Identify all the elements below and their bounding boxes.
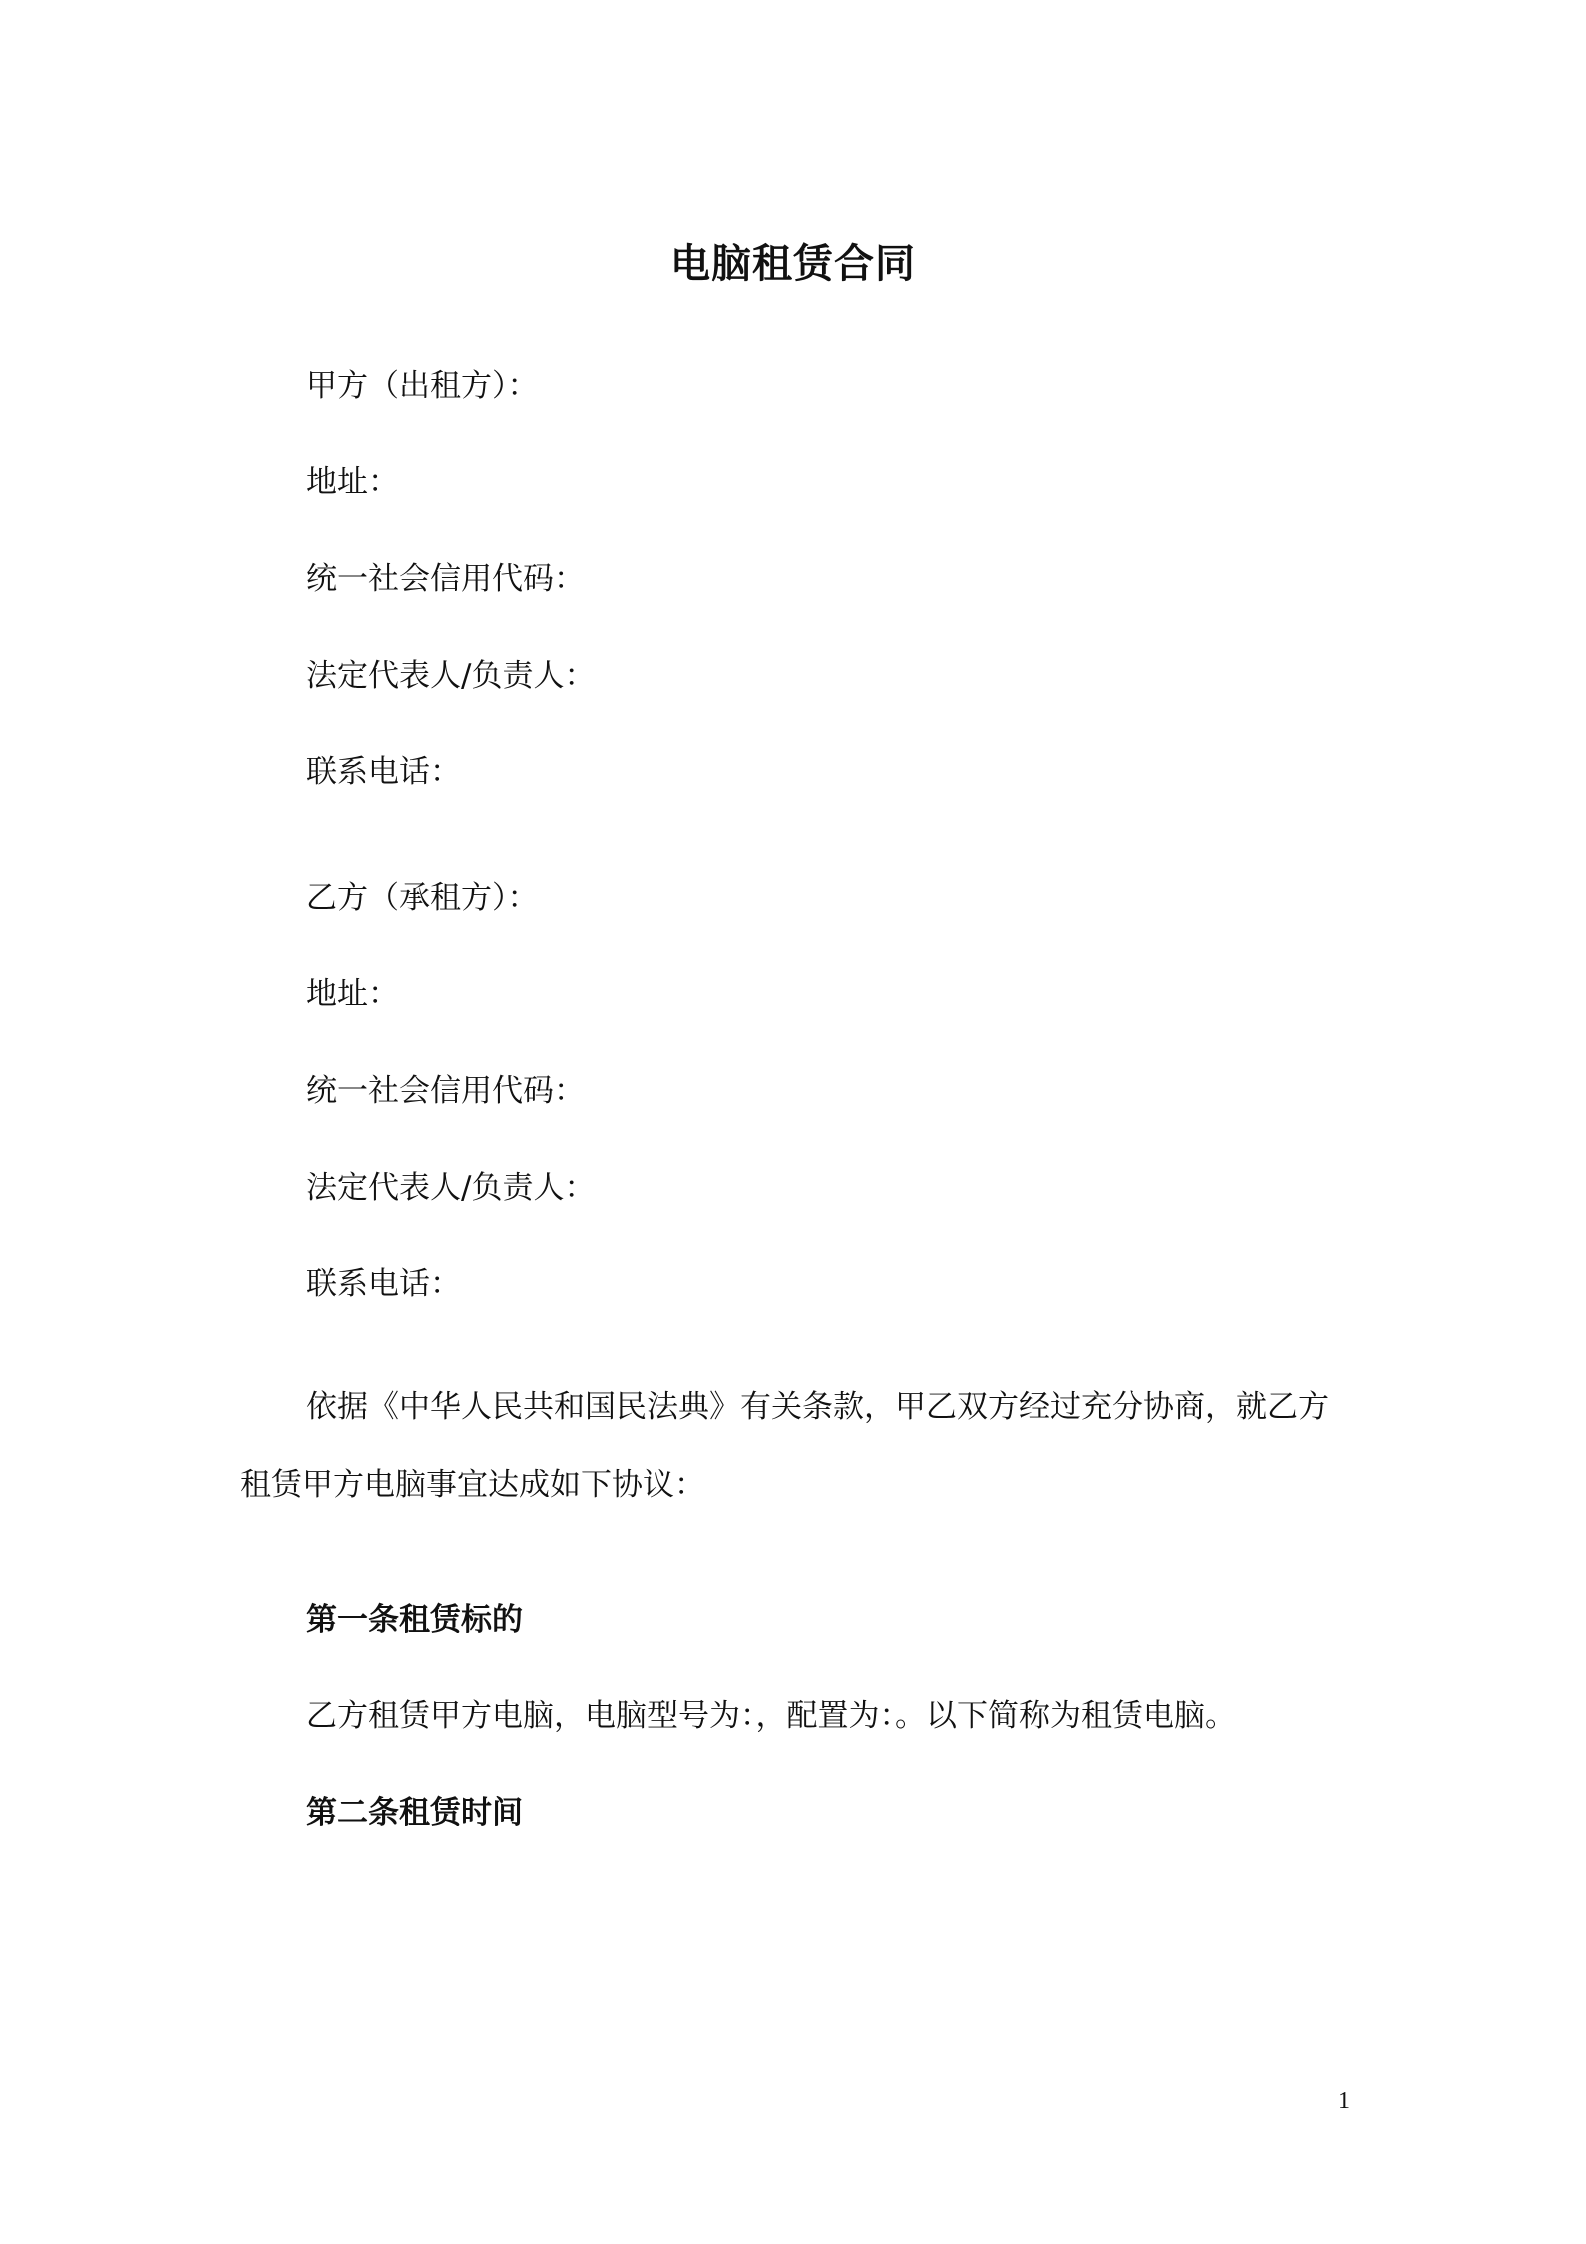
article-1-body: 乙方租赁甲方电脑，电脑型号为：，配置为：。以下简称为租赁电脑。: [306, 1698, 1236, 1734]
party-a-credit-code: 统一社会信用代码：: [306, 561, 585, 597]
party-a-heading: 甲方（出租方）：: [306, 368, 539, 404]
party-b-heading: 乙方（承租方）：: [306, 880, 539, 916]
document-title: 电脑租赁合同: [670, 241, 916, 287]
party-a-phone: 联系电话：: [306, 754, 461, 790]
article-1-heading: 第一条租赁标的: [306, 1602, 523, 1638]
page-number: 1: [1338, 2088, 1350, 2114]
party-a-address: 地址：: [306, 464, 399, 500]
party-b-representative: 法定代表人/负责人：: [306, 1170, 596, 1206]
party-b-credit-code: 统一社会信用代码：: [306, 1073, 585, 1109]
party-b-address: 地址：: [306, 976, 399, 1012]
party-a-representative: 法定代表人/负责人：: [306, 658, 596, 694]
party-b-phone: 联系电话：: [306, 1266, 461, 1302]
preamble-paragraph: 依据《中华人民共和国民法典》有关条款，甲乙双方经过充分协商，就乙方租赁甲方电脑事宜达成如下协议：: [240, 1389, 1329, 1503]
article-2-heading: 第二条租赁时间: [306, 1795, 523, 1831]
